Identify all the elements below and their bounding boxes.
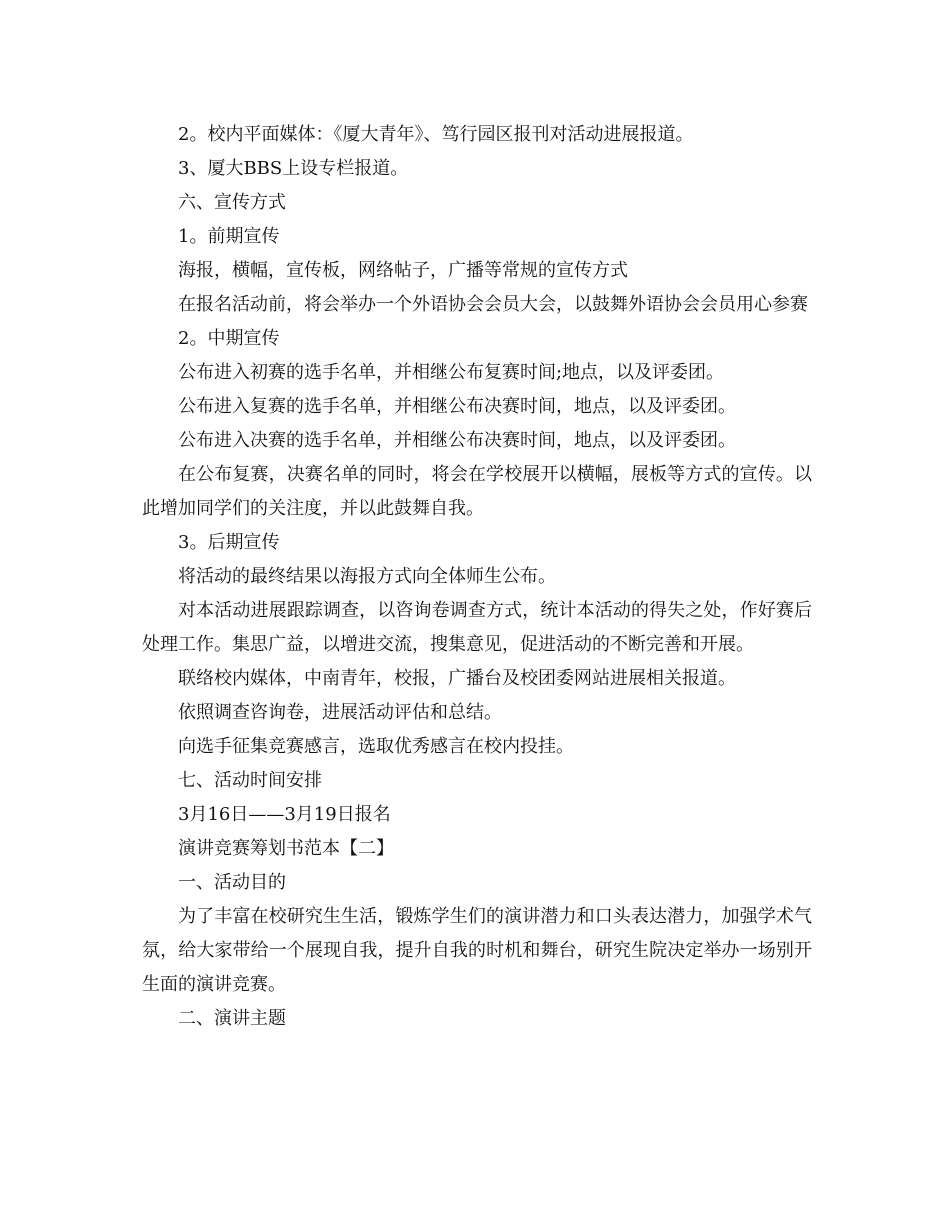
paragraph: 海报，横幅，宣传板，网络帖子，广播等常规的宣传方式	[178, 260, 628, 281]
paragraph: 3、厦大BBS上设专栏报道。	[178, 158, 409, 179]
document-page	[142, 118, 812, 1036]
section-heading: 七、活动时间安排	[178, 770, 322, 791]
section-heading: 六、宣传方式	[178, 192, 286, 213]
document-title: 演讲竞赛筹划书范本【二】	[178, 838, 394, 859]
paragraph: 在公布复赛，决赛名单的同时，将会在学校展开以横幅，展板等方式的宣传。以此增加同学们的关注度，并以此鼓舞自我。	[142, 464, 812, 519]
paragraph: 联络校内媒体，中南青年，校报，广播台及校团委网站进展相关报道。	[178, 668, 736, 689]
paragraph: 在报名活动前，将会举办一个外语协会会员大会，以鼓舞外语协会会员用心参赛	[178, 294, 808, 315]
section-heading: 二、演讲主题	[178, 1008, 286, 1029]
section-heading: 一、活动目的	[178, 872, 286, 893]
subsection-heading: 2。中期宣传	[178, 328, 280, 349]
subsection-heading: 1。前期宣传	[178, 226, 280, 247]
paragraph: 对本活动进展跟踪调查，以咨询卷调查方式，统计本活动的得失之处，作好赛后处理工作。集思广益，以增进交流，搜集意见，促进活动的不断完善和开展。	[142, 600, 812, 655]
paragraph: 为了丰富在校研究生生活，锻炼学生们的演讲潜力和口头表达潜力，加强学术气氛，给大家带给一个展现自我，提升自我的时机和舞台，研究生院决定举办一场别开生面的演讲竞赛。	[142, 906, 812, 995]
paragraph: 公布进入复赛的选手名单，并相继公布决赛时间，地点，以及评委团。	[178, 396, 736, 417]
paragraph: 2。校内平面媒体：《厦大青年》、笃行园区报刊对活动进展报道。	[178, 124, 694, 145]
paragraph: 向选手征集竞赛感言，选取优秀感言在校内投挂。	[178, 736, 574, 757]
subsection-heading: 3。后期宣传	[178, 532, 280, 553]
paragraph: 将活动的最终结果以海报方式向全体师生公布。	[178, 566, 556, 587]
paragraph: 公布进入决赛的选手名单，并相继公布决赛时间，地点，以及评委团。	[178, 430, 736, 451]
paragraph: 公布进入初赛的选手名单，并相继公布复赛时间;地点，以及评委团。	[178, 362, 725, 383]
paragraph: 依照调查咨询卷，进展活动评估和总结。	[178, 702, 502, 723]
paragraph: 3月16日——3月19日报名	[178, 804, 391, 825]
